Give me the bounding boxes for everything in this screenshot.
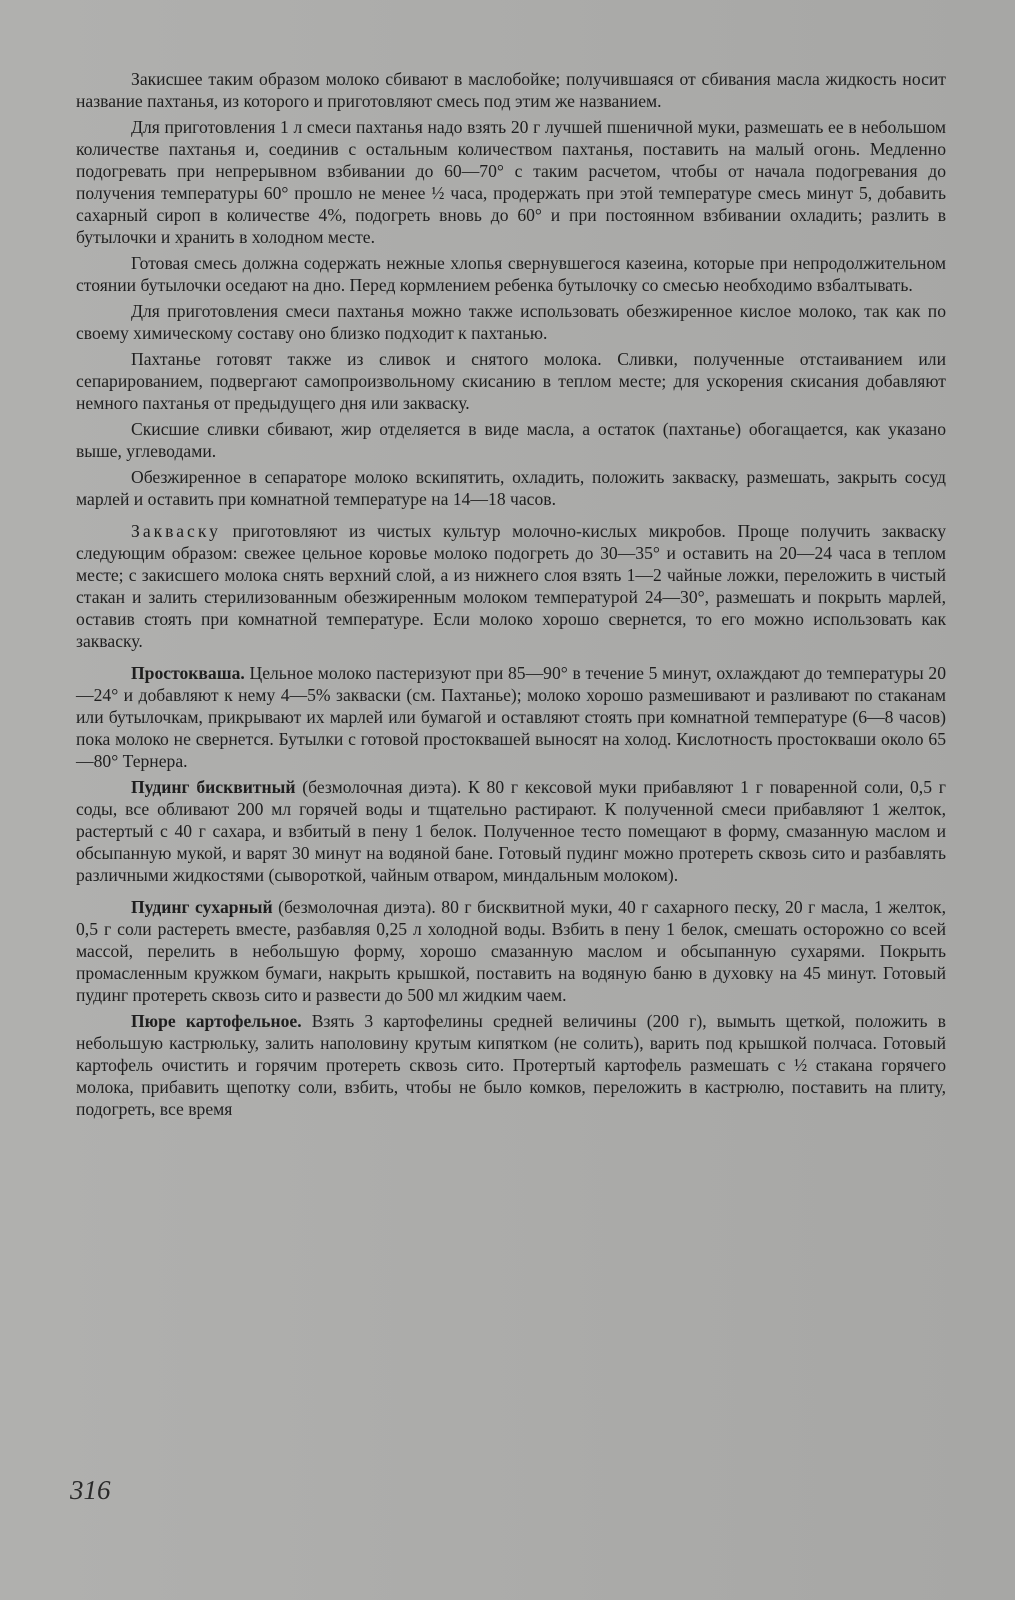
pyure-heading: Пюре картофельное. (131, 1011, 302, 1031)
paragraph-pyure (76, 1010, 946, 1120)
puding-biskvitny-text: (безмолочная диэта). К 80 г кексовой муки прибавляют 1 г поваренной соли, 0,5 г соды, все обливают 200 мл горячей воды и тщательно растирают. К полученной смеси прибавляют 1 желток, растертый с 40 г сахара, и взбитый в пену 1 белок. Полученное тесто помещают в форму, смазанную маслом и обсыпанную мукой, и варят 30 минут на водяной бане. Готовый пудинг можно протереть сквозь сито и разбавлять различными жидкостями (сывороткой, чайным отваром, миндальным молоком). (76, 777, 946, 885)
paragraph-1 (76, 68, 946, 112)
paragraph-prostokvasha (76, 662, 946, 772)
paragraph-3-text: Готовая смесь должна содержать нежные хлопья свернувшегося казеина, которые при непродолжительном стоянии бутылочки оседают на дно. Перед кормлением ребенка бутылочку со смесью необходимо взбалтывать. (76, 253, 946, 295)
prostokvasha-heading: Простокваша. (131, 663, 245, 683)
paragraph-zakvaska (76, 520, 946, 652)
paragraph-6-text: Скисшие сливки сбивают, жир отделяется в виде масла, а остаток (пахтанье) обогащается, как указано выше, углеводами. (76, 419, 946, 461)
paragraph-4-text: Для приготовления смеси пахтанья можно также использовать обезжиренное кислое молоко, так как по своему химическому составу оно близко подходит к пахтанью. (76, 301, 946, 343)
paragraph-6 (76, 418, 946, 462)
paragraph-puding-suharny (76, 896, 946, 1006)
paragraph-2-text: Для приготовления 1 л смеси пахтанья надо взять 20 г лучшей пшеничной муки, размешать ее в небольшом количестве пахтанья и, соединив с остальным количеством пахтанья, поставить на малый огонь. Медленно подогревать при непрерывном взбивании до 60—70° с таким расчетом, чтобы от начала подогревания до получения температуры 60° прошло не менее ½ часа, продержать при этой температуре смесь минут 5, добавить сахарный сироп в количестве 4%, подогреть вновь до 60° и при постоянном взбивании охладить; разлить в бутылочки и хранить в холодном месте. (76, 117, 946, 247)
puding-biskvitny-heading: Пудинг бисквитный (131, 777, 296, 797)
puding-suharny-heading: Пудинг сухарный (131, 897, 273, 917)
paragraph-puding-biskvitny (76, 776, 946, 886)
paragraph-7-text: Обезжиренное в сепараторе молоко вскипятить, охладить, положить закваску, размешать, закрыть сосуд марлей и оставить при комнатной температуре на 14—18 часов. (76, 467, 946, 509)
prostokvasha-text: Цельное молоко пастеризуют при 85—90° в течение 5 минут, охлаждают до температуры 20—24° и добавляют к нему 4—5% закваски (см. Пахтанье); молоко хорошо размешивают и разливают по стаканам или бутылочкам, прикрывают их марлей или бумагой и оставляют стоять при комнатной температуре (6—8 часов) пока молоко не свернется. Бутылки с готовой простоквашей выносят на холод. Кислотность простокваши около 65—80° Тернера. (76, 663, 946, 771)
paragraph-5 (76, 348, 946, 414)
paragraph-1-text: Закисшее таким образом молоко сбивают в маслобойке; получившаяся от сбивания масла жидкость носит название пахтанья, из которого и приготовляют смесь под этим же названием. (76, 69, 946, 111)
page-number: 316 (70, 1475, 111, 1505)
page-body (76, 68, 946, 1124)
paragraph-5-text: Пахтанье готовят также из сливок и снятого молока. Сливки, полученные отстаиванием или сепарированием, подвергают самопроизвольному скисанию в теплом месте; для ускорения скисания добавляют немного пахтанья от предыдущего дня или закваску. (76, 349, 946, 413)
paragraph-7 (76, 466, 946, 510)
pyure-text: Взять 3 картофелины средней величины (200 г), вымыть щеткой, положить в небольшую кастрюльку, залить наполовину крутым кипятком (не солить), варить под крышкой полчаса. Готовый картофель очистить и горячим протереть сквозь сито. Протертый картофель размешать с ½ стакана горячего молока, прибавить щепотку соли, взбить, чтобы не было комков, переложить в кастрюлю, поставить на плиту, подогреть, все время (76, 1011, 946, 1119)
puding-suharny-text: (безмолочная диэта). 80 г бисквитной муки, 40 г сахарного песку, 20 г масла, 1 желток, 0,5 г соли растереть вместе, разбавляя 0,25 л холодной воды. Взбить в пену 1 белок, смешать осторожно со всей массой, перелить в небольшую форму, хорошо смазанную маслом и обсыпанную сухарями. Покрыть промасленным кружком бумаги, накрыть крышкой, поставить на водяную баню в духовку на 45 минут. Готовый пудинг протереть сквозь сито и развести до 500 мл жидким чаем. (76, 897, 946, 1005)
zakvaska-heading: Закваску (131, 521, 221, 541)
zakvaska-text: приготовляют из чистых культур молочно-кислых микробов. Проще получить закваску следующим образом: свежее цельное коровье молоко подогреть до 30—35° и оставить на 20—24 часа в теплом месте; с закисшего молока снять верхний слой, а из нижнего слоя взять 1—2 чайные ложки, переложить в чистый стакан и залить стерилизованным обезжиренным молоком температурой 24—30°, размешать и покрыть марлей, оставив стоять при комнатной температуре. Если молоко хорошо свернется, то его можно использовать как закваску. (76, 521, 946, 651)
paragraph-4 (76, 300, 946, 344)
paragraph-2 (76, 116, 946, 248)
paragraph-3 (76, 252, 946, 296)
